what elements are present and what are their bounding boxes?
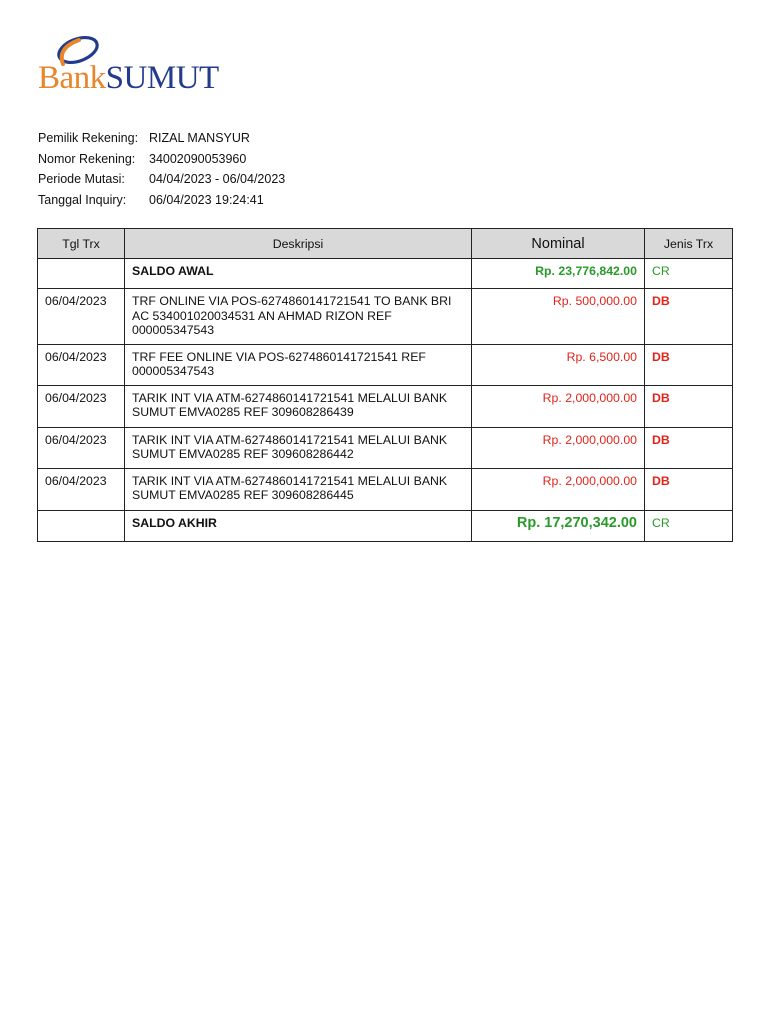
row-date: 06/04/2023 — [38, 385, 125, 427]
period-label: Periode Mutasi: — [38, 172, 125, 187]
opening-description: SALDO AWAL — [125, 259, 472, 289]
account-number-label: Nomor Rekening: — [38, 151, 136, 166]
row-description: TARIK INT VIA ATM-6274860141721541 MELALUI BANK SUMUT EMVA0285 REF 309608286442 — [125, 427, 472, 468]
account-info — [38, 128, 285, 211]
period-row — [38, 169, 285, 190]
row-description: TRF FEE ONLINE VIA POS-6274860141721541 REF 000005347543 — [125, 344, 472, 385]
row-type: DB — [645, 385, 733, 427]
row-amount: Rp. 2,000,000.00 — [472, 385, 645, 427]
logo-sumut-text: SUMUT — [105, 60, 219, 96]
table-header-row — [38, 229, 733, 259]
owner-value: RIZAL MANSYUR — [149, 131, 250, 145]
inquiry-label: Tanggal Inquiry: — [38, 193, 127, 208]
row-type: DB — [645, 427, 733, 468]
row-date: 06/04/2023 — [38, 344, 125, 385]
account-number-row — [38, 149, 285, 170]
closing-date — [38, 510, 125, 541]
transaction-table — [37, 228, 733, 542]
row-date: 06/04/2023 — [38, 427, 125, 468]
logo-wordmark — [38, 60, 219, 96]
row-description: TRF ONLINE VIA POS-6274860141721541 TO BANK BRI AC 534001020034531 AN AHMAD RIZON REF 000005347543 — [125, 289, 472, 345]
bank-sumut-logo — [38, 34, 248, 96]
row-amount: Rp. 6,500.00 — [472, 344, 645, 385]
header-type: Jenis Trx — [645, 229, 733, 259]
row-amount: Rp. 500,000.00 — [472, 289, 645, 345]
table-row — [38, 468, 733, 510]
inquiry-row — [38, 190, 285, 211]
logo-bank-text: Bank — [38, 60, 106, 96]
owner-label: Pemilik Rekening: — [38, 131, 139, 145]
opening-amount: Rp. 23,776,842.00 — [472, 259, 645, 289]
row-date: 06/04/2023 — [38, 289, 125, 345]
header-date: Tgl Trx — [38, 229, 125, 259]
table-row — [38, 385, 733, 427]
opening-date — [38, 259, 125, 289]
row-description: TARIK INT VIA ATM-6274860141721541 MELALUI BANK SUMUT EMVA0285 REF 309608286445 — [125, 468, 472, 510]
owner-row — [38, 128, 285, 149]
closing-description: SALDO AKHIR — [125, 510, 472, 541]
row-amount: Rp. 2,000,000.00 — [472, 468, 645, 510]
table-row — [38, 427, 733, 468]
period-value: 04/04/2023 - 06/04/2023 — [149, 172, 286, 187]
row-date: 06/04/2023 — [38, 468, 125, 510]
row-type: DB — [645, 289, 733, 345]
inquiry-value: 06/04/2023 19:24:41 — [149, 193, 264, 208]
table-row — [38, 344, 733, 385]
row-description: TARIK INT VIA ATM-6274860141721541 MELALUI BANK SUMUT EMVA0285 REF 309608286439 — [125, 385, 472, 427]
row-type: DB — [645, 344, 733, 385]
row-type: DB — [645, 468, 733, 510]
closing-type: CR — [645, 510, 733, 541]
closing-amount: Rp. 17,270,342.00 — [472, 510, 645, 541]
account-number-value: 34002090053960 — [149, 151, 247, 166]
row-amount: Rp. 2,000,000.00 — [472, 427, 645, 468]
opening-balance-row — [38, 259, 733, 289]
header-description: Deskripsi — [125, 229, 472, 259]
header-nominal: Nominal — [472, 229, 645, 259]
table-row — [38, 289, 733, 345]
opening-type: CR — [645, 259, 733, 289]
closing-balance-row — [38, 510, 733, 541]
